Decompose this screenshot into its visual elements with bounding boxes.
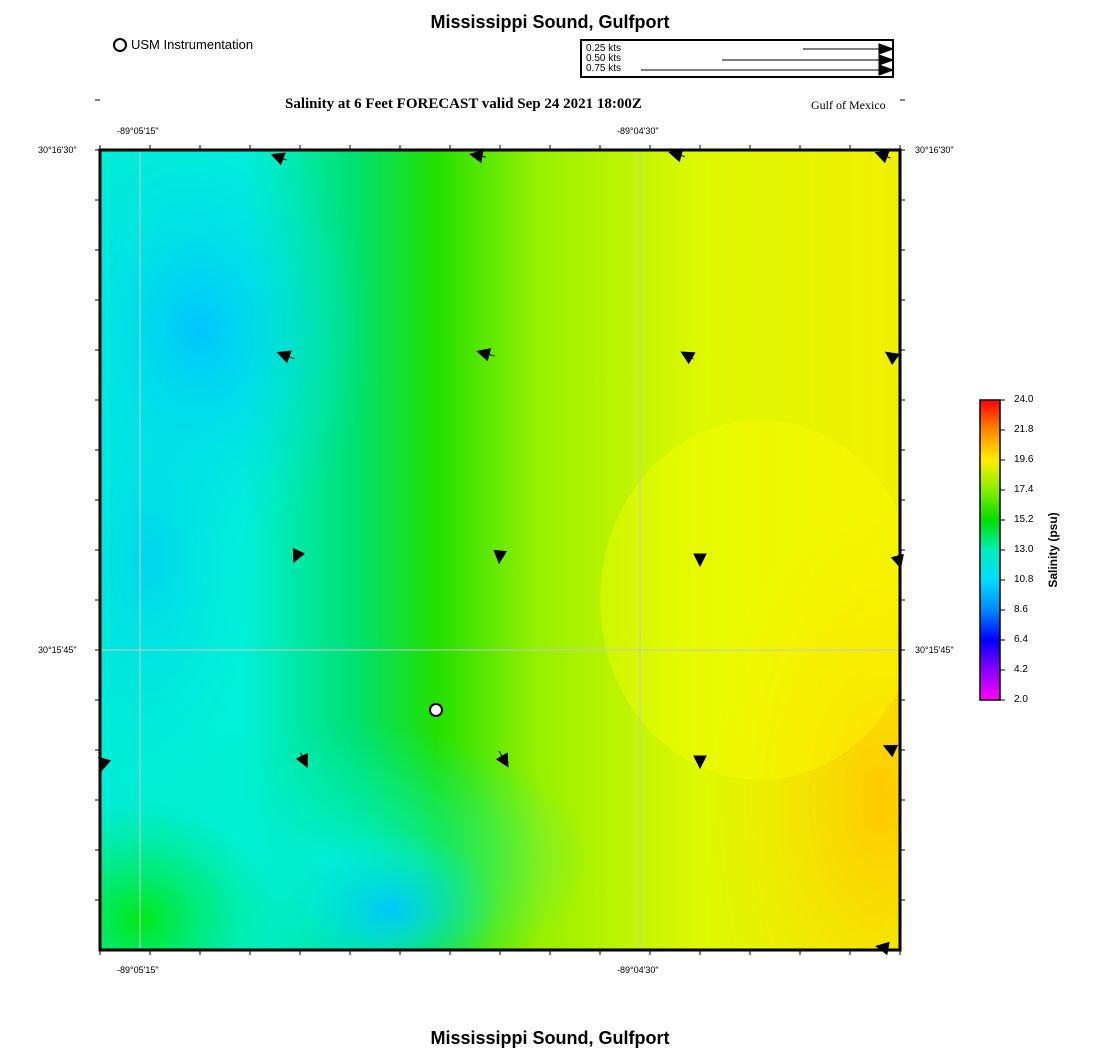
vector-scale-label: 0.25 kts — [586, 43, 622, 54]
colorbar-label: Salinity (psu) — [1046, 512, 1060, 588]
usm-station-marker[interactable] — [430, 704, 442, 716]
vector-scale-label: 0.50 kts — [586, 53, 622, 64]
lat-label-right: 30°16'30" — [915, 145, 954, 155]
colorbar-tick-label: 10.8 — [1014, 574, 1034, 585]
map-title: Mississippi Sound, Gulfport — [430, 12, 670, 32]
map-footer-title: Mississippi Sound, Gulfport — [430, 1028, 670, 1048]
vector-scale-label: 0.75 kts — [586, 63, 622, 74]
colorbar-tick-label: 19.6 — [1014, 454, 1034, 465]
lon-label-top: -89°04'30" — [617, 126, 659, 136]
region-label: Gulf of Mexico — [811, 98, 886, 112]
colorbar-tick-label: 24.0 — [1014, 394, 1034, 405]
lat-label-left: 30°16'30" — [38, 145, 77, 155]
colorbar-tick-label: 6.4 — [1014, 634, 1028, 645]
colorbar-tick-label: 13.0 — [1014, 544, 1034, 555]
colorbar-tick-label: 4.2 — [1014, 664, 1028, 675]
vector-scale-arrows — [641, 44, 893, 75]
lat-label-right: 30°15'45" — [915, 645, 954, 655]
colorbar-tick-label: 2.0 — [1014, 694, 1028, 705]
station-legend-label: USM Instrumentation — [131, 37, 254, 52]
colorbar-tick-label: 21.8 — [1014, 424, 1034, 435]
colorbar-scale — [980, 400, 1000, 700]
colorbar-tick-label: 8.6 — [1014, 604, 1028, 615]
colorbar-tick-label: 15.2 — [1014, 514, 1034, 525]
lon-label-bottom: -89°04'30" — [617, 965, 659, 975]
lat-label-left: 30°15'45" — [38, 645, 77, 655]
lon-label-bottom: -89°05'15" — [117, 965, 159, 975]
lon-label-top: -89°05'15" — [117, 126, 159, 136]
map-subtitle: Salinity at 6 Feet FORECAST valid Sep 24 2021 18:00Z — [285, 96, 642, 112]
salinity-field — [0, 100, 1050, 1050]
colorbar — [980, 400, 1005, 700]
colorbar-tick-label: 17.4 — [1014, 484, 1034, 495]
